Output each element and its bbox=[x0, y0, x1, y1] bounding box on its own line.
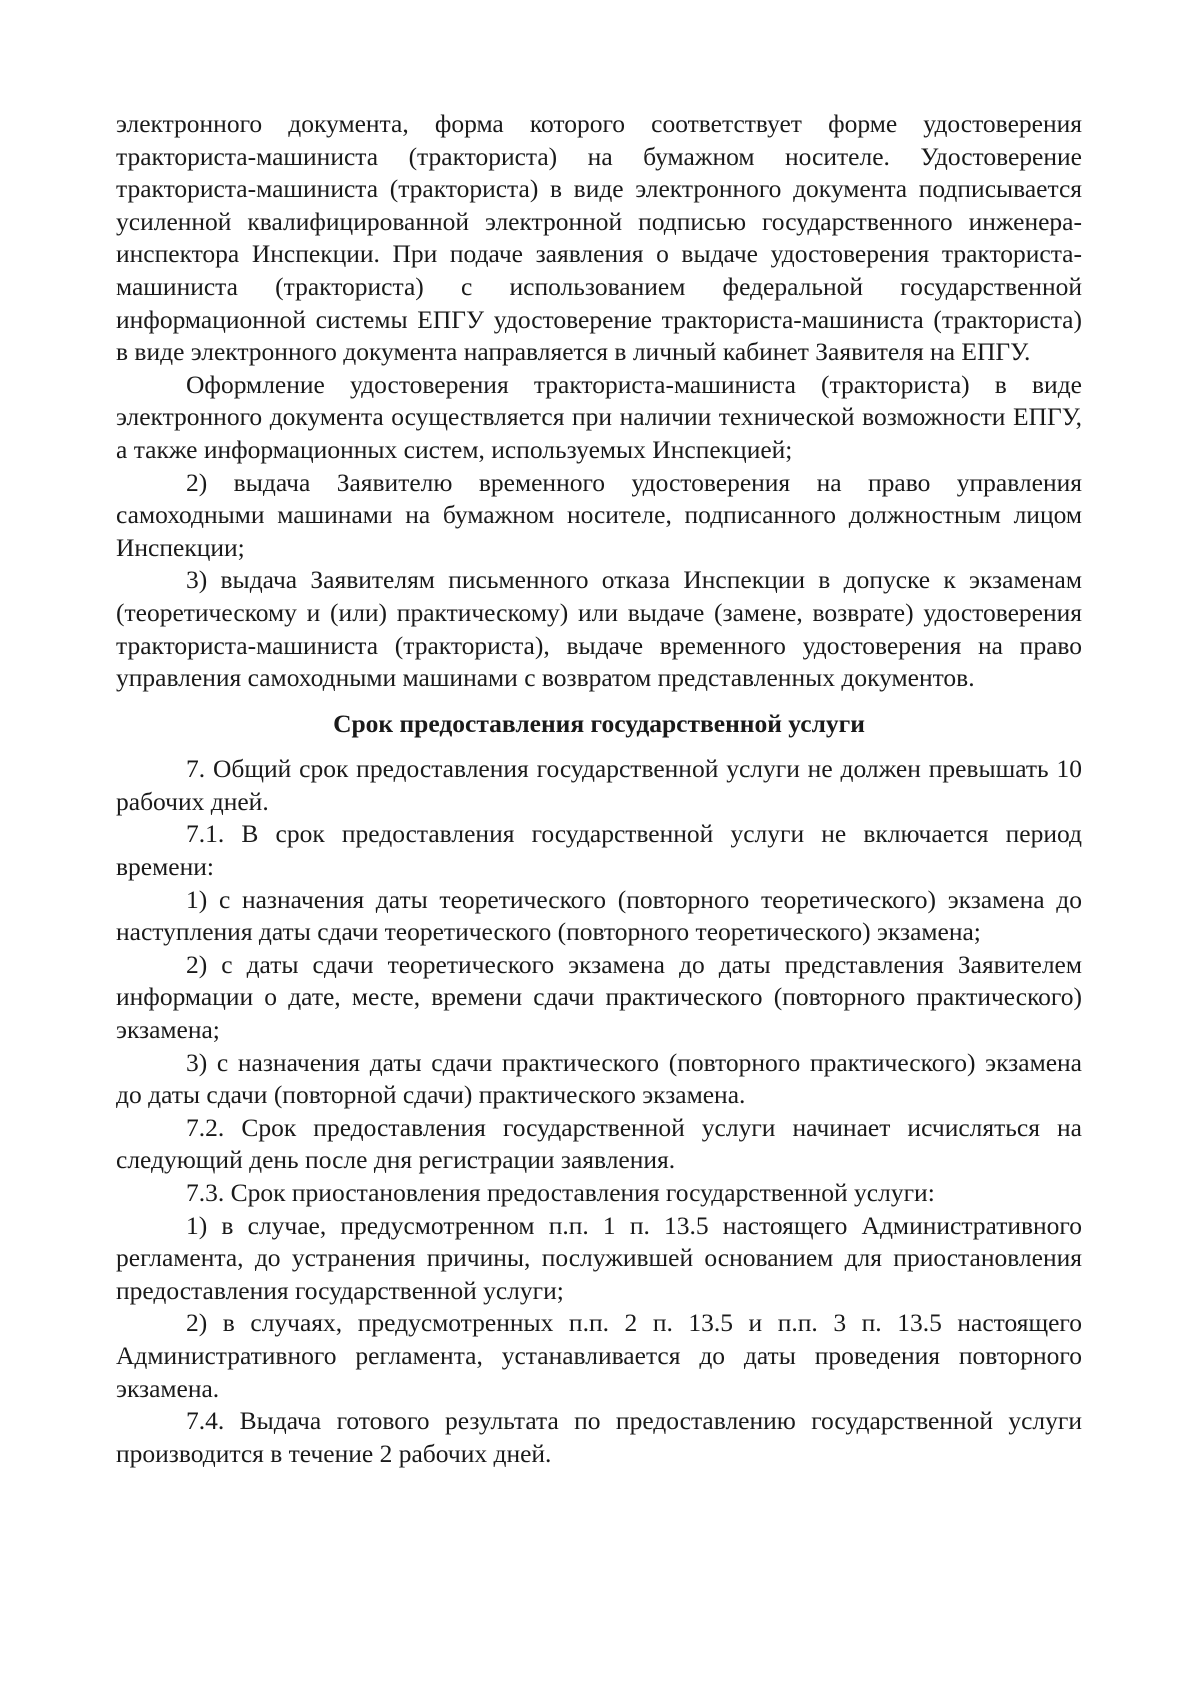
paragraph: 2) выдача Заявителю временного удостоверения на право управления самоходными машинами на бумажном носителе, подписанного должностным лицом Инспекции; bbox=[116, 467, 1082, 562]
paragraph: 3) выдача Заявителям письменного отказа Инспекции в допуске к экзаменам (теоретическому и (или) практическому) или выдаче (замене, возврате) удостоверения тракториста-машиниста (тракториста), выдаче временного удостоверения на право управления самоходными машинами с возвратом представленных документов. bbox=[116, 565, 1082, 693]
paragraph: 7.4. Выдача готового результата по предоставлению государственной услуги производится в течение 2 рабочих дней. bbox=[116, 1406, 1082, 1468]
paragraph: 7. Общий срок предоставления государственной услуги не должен превышать 10 рабочих дней. bbox=[116, 754, 1082, 816]
paragraph: 1) с назначения даты теоретического (повторного теоретического) экзамена до наступления даты сдачи теоретического (повторного теоретического) экзамена; bbox=[116, 884, 1082, 947]
section-heading: Срок предоставления государственной услуги bbox=[333, 708, 865, 738]
paragraph: 2) с даты сдачи теоретического экзамена до даты представления Заявителем информации о дате, месте, времени сдачи практического (повторного практического) экзамена; bbox=[116, 949, 1082, 1045]
section-service-term bbox=[116, 753, 1082, 1470]
paragraph: 3) с назначения даты сдачи практического (повторного практического) экзамена до даты сдачи (повторной сдачи) практического экзамена. bbox=[116, 1047, 1082, 1110]
section-result-continuation bbox=[116, 108, 1082, 695]
paragraph: 7.2. Срок предоставления государственной услуги начинает исчисляться на следующий день после дня регистрации заявления. bbox=[116, 1112, 1082, 1175]
paragraph: Оформление удостоверения тракториста-машиниста (тракториста) в виде электронного документа осуществляется при наличии технической возможности ЕПГУ, а также информационных систем, используемых Инспекцией; bbox=[116, 369, 1082, 464]
document-page bbox=[116, 108, 1082, 1470]
paragraph: 2) в случаях, предусмотренных п.п. 2 п. 13.5 и п.п. 3 п. 13.5 настоящего Административного регламента, устанавливается до даты проведения повторного экзамена. bbox=[116, 1308, 1082, 1403]
paragraph: 7.3. Срок приостановления предоставления государственной услуги: bbox=[186, 1178, 935, 1207]
paragraph: 1) в случае, предусмотренном п.п. 1 п. 13.5 настоящего Административного регламента, до устранения причины, послужившей основанием для приостановления предоставления государственной услуги; bbox=[116, 1210, 1082, 1305]
paragraph: электронного документа, форма которого соответствует форме удостоверения тракториста-машиниста (тракториста) на бумажном носителе. Удостоверение тракториста-машиниста (тракториста) в виде электронного документа подписывается усиленной квалифицированной электронной подписью государственного инженера-инспектора Инспекции. При подаче заявления о выдаче удостоверения тракториста-машиниста (тракториста) с использованием федеральной государственной информационной системы ЕПГУ удостоверение тракториста-машиниста (тракториста) в виде электронного документа направляется в личный кабинет Заявителя на ЕПГУ. bbox=[116, 109, 1082, 367]
paragraph: 7.1. В срок предоставления государственной услуги не включается период времени: bbox=[116, 819, 1082, 882]
